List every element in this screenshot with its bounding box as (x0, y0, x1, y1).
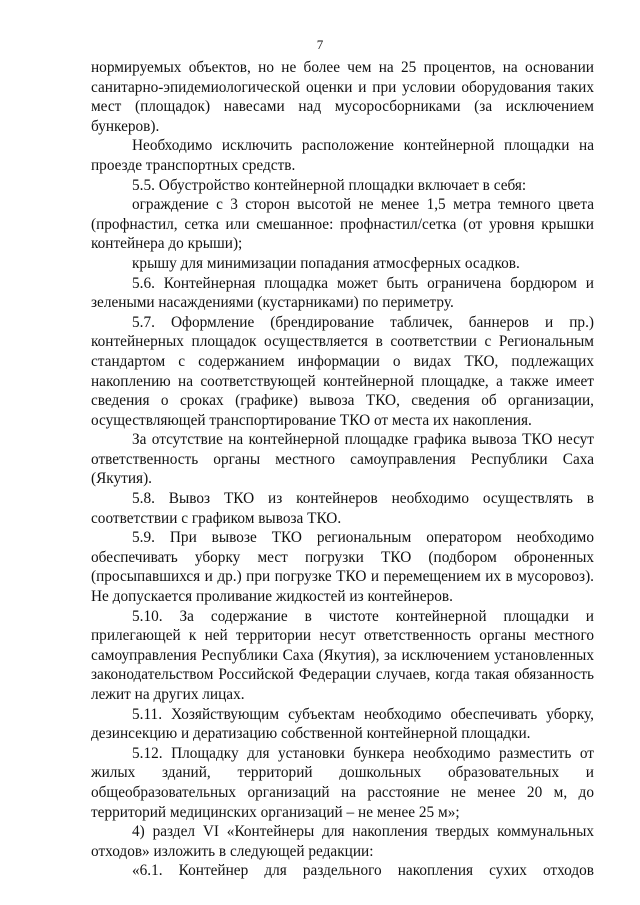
paragraph-5-12: 5.12. Площадку для установки бункера необходимо разместить от жилых зданий, территорий дошкольных образовательных и общеобразовательных организаций на расстояние не менее 20 м, до территорий медицинских организаций – не менее 25 м»; (91, 744, 594, 821)
paragraph-item-4: 4) раздел VI «Контейнеры для накопления твердых коммунальных отходов» изложить в следующей редакции: (91, 823, 594, 860)
page-number: 7 (316, 37, 324, 52)
paragraph-5-11: 5.11. Хозяйствующим субъектам необходимо обеспечивать уборку, дезинсекцию и дератизацию собственной контейнерной площадки. (91, 705, 594, 743)
paragraph-5-5: 5.5. Обустройство контейнерной площадки включает в себя: (132, 176, 527, 194)
paragraph-6-1: «6.1. Контейнер для раздельного накопления сухих отходов (132, 862, 594, 880)
document-body (91, 58, 594, 881)
paragraph-5-8: 5.8. Вывоз ТКО из контейнеров необходимо осуществлять в соответствии с графиком вывоза ТКО. (91, 490, 594, 527)
paragraph: За отсутствие на контейнерной площадке графика вывоза ТКО несут ответственность органы местного самоуправления Республики Саха (Якутия). (91, 431, 594, 488)
paragraph-5-10: 5.10. За содержание в чистоте контейнерной площадки и прилегающей к ней территории несут ответственность органы местного самоуправления Республики Саха (Якутия), за исключением установленных законодательством Российской Федерации случаев, когда такая обязанность лежит на других лицах. (91, 607, 594, 703)
paragraph-continuation: нормируемых объектов, но не более чем на 25 процентов, на основании санитарно-эпидемиологической оценки и при условии оборудования таких мест (площадок) навесами над мусоросборниками (за исключением бункеров). (91, 59, 594, 135)
paragraph: ограждение с 3 сторон высотой не менее 1,5 метра темного цвета (профнастил, сетка или смешанное: профнастил/сетка (от уровня крышки контейнера до крыши); (91, 196, 594, 253)
paragraph: крышу для минимизации попадания атмосферных осадков. (132, 254, 520, 272)
paragraph-5-6: 5.6. Контейнерная площадка может быть ограничена бордюром и зелеными насаждениями (кустарниками) по периметру. (91, 274, 594, 312)
paragraph-5-7: 5.7. Оформление (брендирование табличек, баннеров и пр.) контейнерных площадок осуществляется в соответствии с Региональным стандартом с содержанием информации о видах ТКО, подлежащих накоплению на соответствующей контейнерной площадке, а также имеет сведения о сроках (графике) вывоза ТКО, сведения об организации, осуществляющей транспортирование ТКО от места их накопления. (91, 313, 594, 429)
paragraph: Необходимо исключить расположение контейнерной площадки на проезде транспортных средств. (91, 137, 594, 174)
paragraph-5-9: 5.9. При вывозе ТКО региональным оператором необходимо обеспечивать уборку мест погрузки ТКО (подбором оброненных (просыпавшихся и др.) при погрузке ТКО и перемещением их в мусоровоз). Не допускается проливание жидкостей из контейнеров. (91, 529, 594, 606)
